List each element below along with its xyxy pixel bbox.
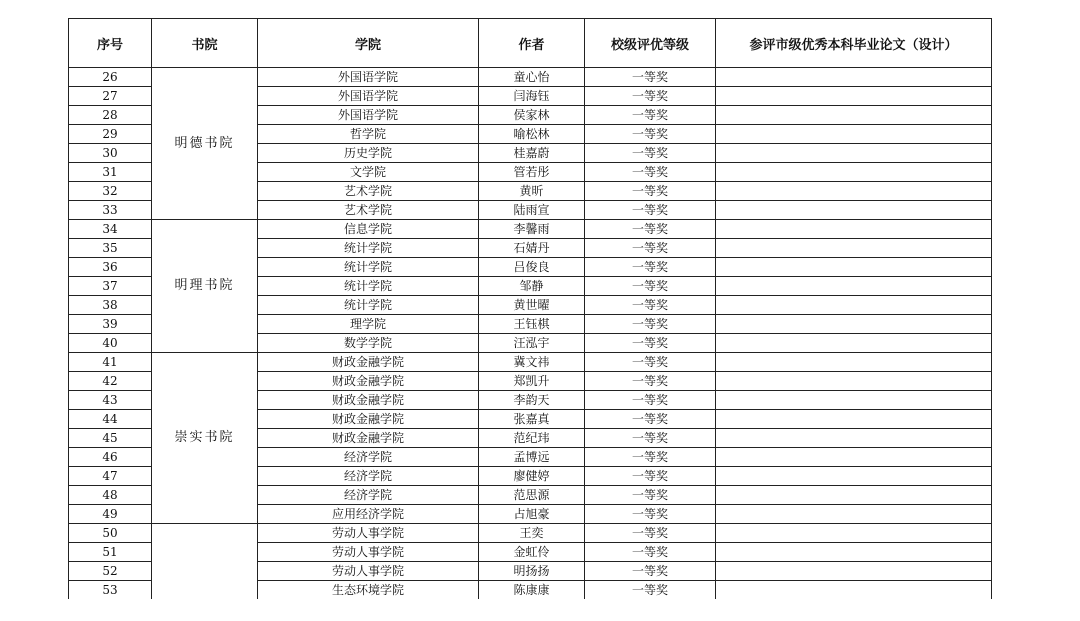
cell-author: 黄昕 — [479, 182, 585, 201]
cell-grade: 一等奖 — [585, 220, 716, 239]
cell-author: 孟博远 — [479, 448, 585, 467]
cell-author: 冀文祎 — [479, 353, 585, 372]
cell-college: 应用经济学院 — [258, 505, 479, 524]
cell-author: 陆雨宣 — [479, 201, 585, 220]
cell-grade: 一等奖 — [585, 524, 716, 543]
cell-seq: 52 — [69, 562, 152, 581]
cell-grade: 一等奖 — [585, 68, 716, 87]
cell-author: 范思源 — [479, 486, 585, 505]
cell-seq: 32 — [69, 182, 152, 201]
cell-city-nomination — [716, 353, 992, 372]
cell-author: 廖健婷 — [479, 467, 585, 486]
cell-academy — [152, 524, 258, 600]
header-city-nomination: 参评市级优秀本科毕业论文（设计） — [716, 19, 992, 68]
cell-city-nomination — [716, 372, 992, 391]
header-row — [69, 19, 992, 68]
cell-city-nomination — [716, 296, 992, 315]
cell-author: 喻松林 — [479, 125, 585, 144]
cell-author: 王钰棋 — [479, 315, 585, 334]
cell-grade: 一等奖 — [585, 106, 716, 125]
cell-college: 数学学院 — [258, 334, 479, 353]
cell-seq: 36 — [69, 258, 152, 277]
cell-author: 吕俊良 — [479, 258, 585, 277]
cell-seq: 51 — [69, 543, 152, 562]
cell-college: 经济学院 — [258, 448, 479, 467]
cell-author: 石婧丹 — [479, 239, 585, 258]
cell-author: 张嘉真 — [479, 410, 585, 429]
cell-college: 劳动人事学院 — [258, 524, 479, 543]
header-author: 作者 — [479, 19, 585, 68]
cell-college: 艺术学院 — [258, 201, 479, 220]
cell-author: 闫海钰 — [479, 87, 585, 106]
cell-author: 陈康康 — [479, 581, 585, 600]
cell-city-nomination — [716, 201, 992, 220]
cell-seq: 43 — [69, 391, 152, 410]
cell-author: 郑凯升 — [479, 372, 585, 391]
cell-city-nomination — [716, 258, 992, 277]
cell-grade: 一等奖 — [585, 334, 716, 353]
cell-grade: 一等奖 — [585, 163, 716, 182]
cell-college: 外国语学院 — [258, 68, 479, 87]
cell-grade: 一等奖 — [585, 486, 716, 505]
cell-grade: 一等奖 — [585, 182, 716, 201]
cell-seq: 48 — [69, 486, 152, 505]
cell-city-nomination — [716, 68, 992, 87]
cell-grade: 一等奖 — [585, 505, 716, 524]
cell-grade: 一等奖 — [585, 296, 716, 315]
cell-grade: 一等奖 — [585, 543, 716, 562]
cell-seq: 44 — [69, 410, 152, 429]
cell-seq: 38 — [69, 296, 152, 315]
cell-city-nomination — [716, 315, 992, 334]
cell-seq: 35 — [69, 239, 152, 258]
cell-seq: 50 — [69, 524, 152, 543]
cell-author: 金虹伶 — [479, 543, 585, 562]
cell-college: 哲学院 — [258, 125, 479, 144]
cell-grade: 一等奖 — [585, 391, 716, 410]
cell-seq: 26 — [69, 68, 152, 87]
cell-author: 明扬扬 — [479, 562, 585, 581]
cell-college: 劳动人事学院 — [258, 562, 479, 581]
cell-grade: 一等奖 — [585, 467, 716, 486]
cell-grade: 一等奖 — [585, 144, 716, 163]
cell-author: 桂嘉蔚 — [479, 144, 585, 163]
cell-city-nomination — [716, 144, 992, 163]
cell-author: 邹静 — [479, 277, 585, 296]
header-academy: 书院 — [152, 19, 258, 68]
cell-seq: 33 — [69, 201, 152, 220]
cell-city-nomination — [716, 429, 992, 448]
cell-academy: 明理书院 — [152, 220, 258, 353]
cell-academy: 崇实书院 — [152, 353, 258, 524]
cell-grade: 一等奖 — [585, 258, 716, 277]
award-table — [68, 18, 992, 599]
header-seq: 序号 — [69, 19, 152, 68]
cell-seq: 34 — [69, 220, 152, 239]
cell-college: 外国语学院 — [258, 106, 479, 125]
cell-college: 劳动人事学院 — [258, 543, 479, 562]
cell-city-nomination — [716, 87, 992, 106]
cell-city-nomination — [716, 562, 992, 581]
cell-college: 生态环境学院 — [258, 581, 479, 600]
cell-city-nomination — [716, 106, 992, 125]
cell-author: 汪泓宇 — [479, 334, 585, 353]
table-row — [69, 353, 992, 372]
cell-author: 王奕 — [479, 524, 585, 543]
cell-city-nomination — [716, 410, 992, 429]
cell-author: 占旭豪 — [479, 505, 585, 524]
cell-seq: 47 — [69, 467, 152, 486]
cell-college: 统计学院 — [258, 258, 479, 277]
table-row — [69, 220, 992, 239]
cell-grade: 一等奖 — [585, 125, 716, 144]
cell-city-nomination — [716, 543, 992, 562]
cell-author: 童心怡 — [479, 68, 585, 87]
cell-author: 侯家林 — [479, 106, 585, 125]
cell-seq: 45 — [69, 429, 152, 448]
cell-college: 经济学院 — [258, 486, 479, 505]
cell-college: 财政金融学院 — [258, 391, 479, 410]
table-row — [69, 524, 992, 543]
cell-city-nomination — [716, 391, 992, 410]
cell-grade: 一等奖 — [585, 562, 716, 581]
cell-city-nomination — [716, 125, 992, 144]
cell-college: 文学院 — [258, 163, 479, 182]
cell-city-nomination — [716, 581, 992, 600]
cell-city-nomination — [716, 486, 992, 505]
cell-grade: 一等奖 — [585, 239, 716, 258]
cell-grade: 一等奖 — [585, 87, 716, 106]
cell-grade: 一等奖 — [585, 410, 716, 429]
cell-city-nomination — [716, 182, 992, 201]
cell-seq: 53 — [69, 581, 152, 600]
cell-grade: 一等奖 — [585, 581, 716, 600]
cell-college: 外国语学院 — [258, 87, 479, 106]
cell-city-nomination — [716, 239, 992, 258]
cell-seq: 41 — [69, 353, 152, 372]
cell-academy: 明德书院 — [152, 68, 258, 220]
cell-college: 艺术学院 — [258, 182, 479, 201]
cell-seq: 30 — [69, 144, 152, 163]
cell-grade: 一等奖 — [585, 315, 716, 334]
cell-grade: 一等奖 — [585, 372, 716, 391]
cell-college: 历史学院 — [258, 144, 479, 163]
table-header — [69, 19, 992, 68]
header-grade: 校级评优等级 — [585, 19, 716, 68]
cell-author: 李馨雨 — [479, 220, 585, 239]
cell-grade: 一等奖 — [585, 429, 716, 448]
cell-city-nomination — [716, 220, 992, 239]
cell-seq: 49 — [69, 505, 152, 524]
cell-seq: 28 — [69, 106, 152, 125]
cell-author: 黄世曜 — [479, 296, 585, 315]
cell-seq: 42 — [69, 372, 152, 391]
cell-college: 统计学院 — [258, 277, 479, 296]
cell-college: 统计学院 — [258, 239, 479, 258]
cell-city-nomination — [716, 505, 992, 524]
cell-college: 理学院 — [258, 315, 479, 334]
cell-college: 财政金融学院 — [258, 410, 479, 429]
cell-city-nomination — [716, 467, 992, 486]
cell-city-nomination — [716, 448, 992, 467]
header-college: 学院 — [258, 19, 479, 68]
cell-seq: 27 — [69, 87, 152, 106]
cell-city-nomination — [716, 163, 992, 182]
cell-author: 管若彤 — [479, 163, 585, 182]
cell-author: 范纪玮 — [479, 429, 585, 448]
cell-college: 财政金融学院 — [258, 429, 479, 448]
cell-grade: 一等奖 — [585, 277, 716, 296]
cell-grade: 一等奖 — [585, 353, 716, 372]
cell-seq: 37 — [69, 277, 152, 296]
cell-seq: 29 — [69, 125, 152, 144]
cell-college: 财政金融学院 — [258, 353, 479, 372]
cell-seq: 31 — [69, 163, 152, 182]
cell-college: 统计学院 — [258, 296, 479, 315]
table-body — [69, 68, 992, 600]
cell-seq: 39 — [69, 315, 152, 334]
cell-author: 李韵天 — [479, 391, 585, 410]
cell-grade: 一等奖 — [585, 201, 716, 220]
cell-college: 经济学院 — [258, 467, 479, 486]
cell-city-nomination — [716, 334, 992, 353]
cell-city-nomination — [716, 277, 992, 296]
cell-seq: 40 — [69, 334, 152, 353]
cell-city-nomination — [716, 524, 992, 543]
cell-grade: 一等奖 — [585, 448, 716, 467]
cell-college: 财政金融学院 — [258, 372, 479, 391]
cell-seq: 46 — [69, 448, 152, 467]
table-row — [69, 68, 992, 87]
cell-college: 信息学院 — [258, 220, 479, 239]
